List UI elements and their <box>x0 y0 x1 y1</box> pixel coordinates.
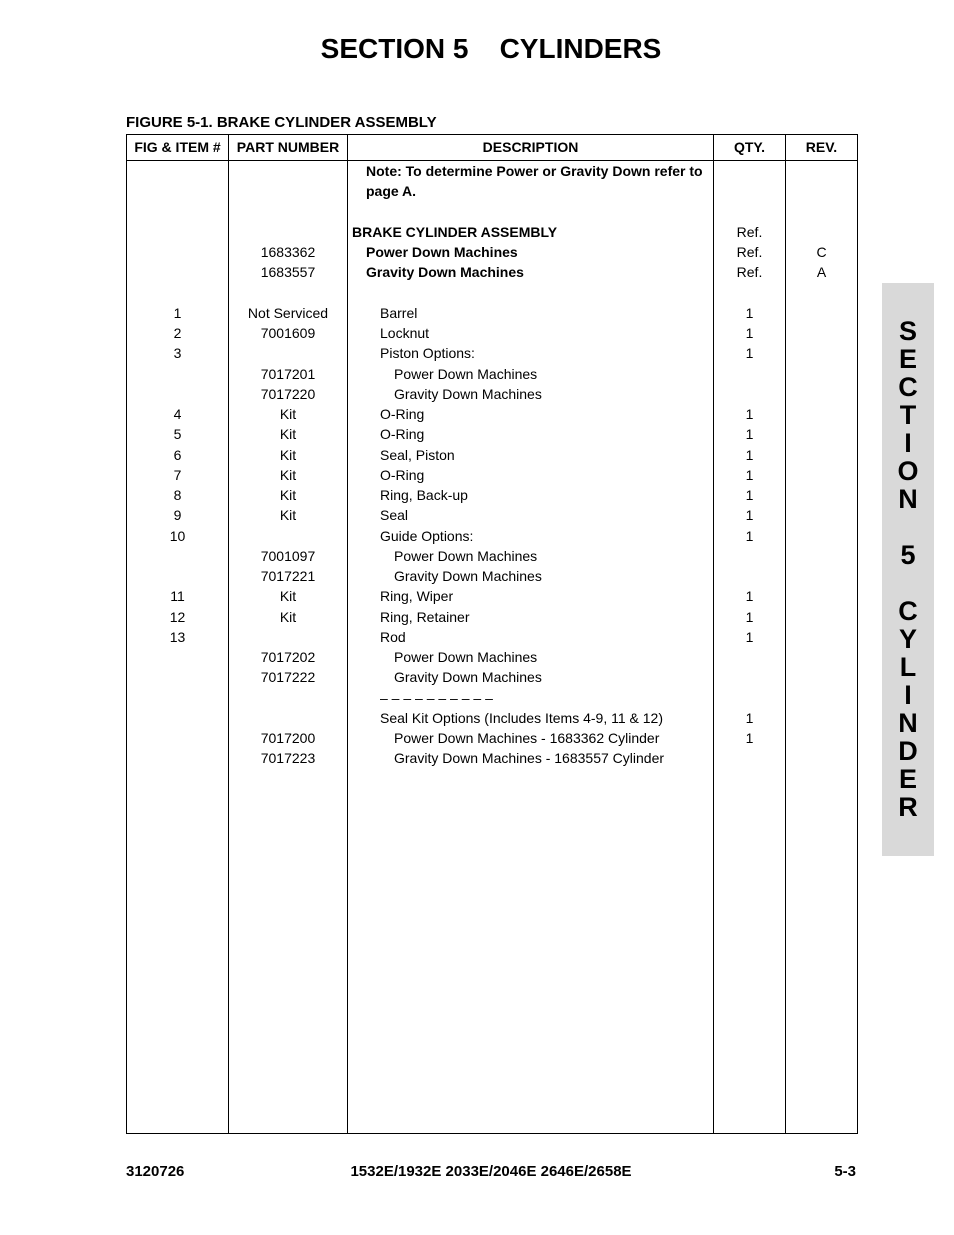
fig-item-cell: 7 <box>173 466 182 483</box>
table-row <box>127 323 857 343</box>
qty-cell: 1 <box>745 426 754 443</box>
part-number-cell: 7017202 <box>260 649 316 665</box>
table-row <box>127 445 857 465</box>
part-number-cell: 7001097 <box>260 547 316 564</box>
qty-cell: Ref. <box>736 223 763 240</box>
description-cell: O-Ring <box>380 426 425 443</box>
part-number-cell: 7017200 <box>260 730 316 746</box>
fig-item-cell: 8 <box>173 487 182 503</box>
qty-cell: 1 <box>745 487 754 503</box>
column-header-description: DESCRIPTION <box>482 139 579 155</box>
table-row <box>127 262 857 282</box>
table-row <box>127 404 857 424</box>
description-cell: Rod <box>380 628 406 645</box>
part-number-cell: 7017221 <box>260 568 316 584</box>
table-row <box>127 647 857 667</box>
description-cell: Ring, Retainer <box>380 608 470 625</box>
qty-cell: Ref. <box>736 244 763 260</box>
qty-cell: 1 <box>745 507 754 524</box>
table-row <box>127 202 857 222</box>
description-cell: Locknut <box>380 325 430 341</box>
table-header <box>127 135 857 161</box>
description-cell: Gravity Down Machines <box>366 264 524 281</box>
part-number-cell: Kit <box>279 487 297 503</box>
table-row <box>127 667 857 687</box>
table-row <box>127 242 857 262</box>
qty-cell: 1 <box>745 588 754 605</box>
table-row <box>127 607 857 627</box>
table-row <box>127 303 857 323</box>
description-cell: Gravity Down Machines <box>394 669 542 686</box>
qty-cell: 1 <box>745 446 754 463</box>
description-cell: Seal <box>380 507 409 524</box>
part-number-cell: Kit <box>279 426 297 443</box>
part-number-cell: 7017223 <box>260 750 316 767</box>
description-cell: Seal, Piston <box>380 446 455 463</box>
footer-model-numbers: 1532E/1932E 2033E/2046E 2646E/2658E <box>350 1163 632 1180</box>
fig-item-cell: 9 <box>173 507 182 524</box>
table-row <box>127 465 857 485</box>
description-cell: Power Down Machines <box>366 244 518 260</box>
part-number-cell: Kit <box>279 406 297 422</box>
qty-cell: 1 <box>745 304 754 321</box>
table-row <box>127 181 857 201</box>
description-cell: Seal Kit Options (Includes Items 4-9, 11 & 12) <box>380 709 663 726</box>
qty-cell: 1 <box>745 345 754 362</box>
table-row <box>127 384 857 404</box>
table-row <box>127 222 857 242</box>
qty-cell: 1 <box>745 730 754 746</box>
qty-cell: 1 <box>745 628 754 645</box>
section-side-tab <box>882 283 934 856</box>
fig-item-cell: 4 <box>173 406 182 422</box>
table-row <box>127 343 857 363</box>
table-row <box>127 424 857 444</box>
part-number-cell: Kit <box>279 608 297 625</box>
part-number-cell: 7017220 <box>260 385 316 402</box>
table-row <box>127 586 857 606</box>
column-header-fig-item: FIG & ITEM # <box>134 139 221 155</box>
rev-cell: A <box>816 264 827 281</box>
column-header-part-number: PART NUMBER <box>236 139 340 155</box>
part-number-cell: Kit <box>279 446 297 463</box>
fig-item-cell: 5 <box>173 426 182 443</box>
footer-document-number: 3120726 <box>126 1163 185 1180</box>
part-number-cell: 1683362 <box>260 244 316 260</box>
qty-cell: 1 <box>745 608 754 625</box>
fig-item-cell: 10 <box>169 527 186 544</box>
rev-cell: C <box>816 244 827 260</box>
part-number-cell: 7017222 <box>260 669 316 686</box>
description-cell: Guide Options: <box>380 527 474 544</box>
fig-item-cell: 13 <box>169 628 186 645</box>
description-cell: BRAKE CYLINDER ASSEMBLY <box>352 223 558 240</box>
part-number-cell: Kit <box>279 507 297 524</box>
footer-page-number: 5-3 <box>834 1163 856 1180</box>
table-row <box>127 161 857 181</box>
column-header-rev: REV. <box>805 139 838 155</box>
table-row <box>127 526 857 546</box>
part-number-cell: 7001609 <box>260 325 316 341</box>
table-row <box>127 728 857 748</box>
description-cell: Power Down Machines <box>394 649 538 665</box>
table-body <box>127 161 857 769</box>
fig-item-cell: 1 <box>173 304 182 321</box>
description-cell: Gravity Down Machines <box>394 568 542 584</box>
description-cell: Gravity Down Machines - 1683557 Cylinder <box>394 750 665 767</box>
section-title: SECTION 5 CYLINDERS <box>320 33 662 64</box>
description-cell: Power Down Machines - 1683362 Cylinder <box>394 730 660 746</box>
table-row <box>127 748 857 768</box>
fig-item-cell: 11 <box>170 588 185 605</box>
description-cell: O-Ring <box>380 466 425 483</box>
table-row <box>127 364 857 384</box>
fig-item-cell: 2 <box>173 325 182 341</box>
description-cell: Barrel <box>380 304 418 321</box>
qty-cell: 1 <box>745 466 754 483</box>
description-cell: Ring, Wiper <box>380 588 454 605</box>
description-cell: Power Down Machines <box>394 547 538 564</box>
part-number-cell: Kit <box>279 466 297 483</box>
table-row <box>127 505 857 525</box>
parts-table <box>126 134 858 1134</box>
part-number-cell: Kit <box>279 588 297 605</box>
table-row <box>127 485 857 505</box>
description-cell: Ring, Back-up <box>380 487 468 503</box>
table-row <box>127 546 857 566</box>
description-cell: Power Down Machines <box>394 365 538 382</box>
qty-cell: 1 <box>745 406 754 422</box>
fig-item-cell: 3 <box>173 345 182 362</box>
table-row <box>127 708 857 728</box>
table-row <box>127 688 857 708</box>
qty-cell: Ref. <box>736 264 763 281</box>
description-cell: Gravity Down Machines <box>394 385 542 402</box>
fig-item-cell: 12 <box>169 608 186 625</box>
figure-title: FIGURE 5-1. BRAKE CYLINDER ASSEMBLY <box>126 114 437 131</box>
description-cell: page A. <box>366 183 417 200</box>
description-cell: – – – – – – – – – – <box>380 689 493 706</box>
side-tab-label: S E C T I O N 5 C Y L I N D E R <box>897 316 919 822</box>
table-row <box>127 283 857 303</box>
qty-cell: 1 <box>745 709 754 726</box>
part-number-cell: 7017201 <box>260 365 316 382</box>
qty-cell: 1 <box>745 325 754 341</box>
table-row <box>127 627 857 647</box>
fig-item-cell: 6 <box>173 446 182 463</box>
part-number-cell: 1683557 <box>260 264 316 281</box>
qty-cell: 1 <box>745 527 754 544</box>
column-header-qty: QTY. <box>733 139 766 155</box>
description-cell: O-Ring <box>380 406 425 422</box>
description-cell: Note: To determine Power or Gravity Down refer to <box>366 163 703 179</box>
part-number-cell: Not Serviced <box>247 304 329 321</box>
description-cell: Piston Options: <box>380 345 475 362</box>
table-row <box>127 566 857 586</box>
